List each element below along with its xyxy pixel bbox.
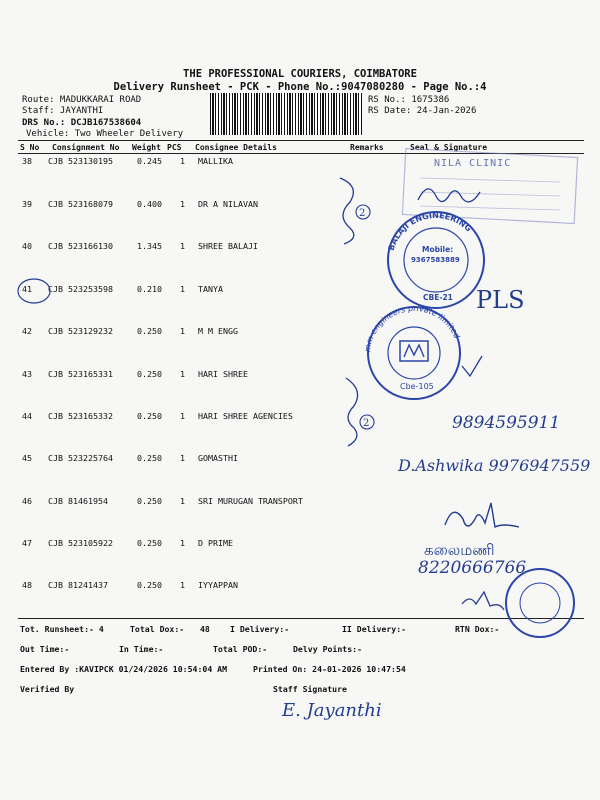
in-time: In Time:- [119,644,164,654]
runsheet-subtitle: Delivery Runsheet - PCK - Phone No.:9047080280 - Page No.:4 [113,81,487,93]
staff-signature-label: Staff Signature [273,684,347,694]
nila-clinic-stamp: NILA CLINIC [434,158,512,169]
row-weight: 0.250 [137,369,162,379]
row-sno: 47 [22,538,32,548]
row-48-stamp [462,569,574,637]
row-weight: 0.250 [137,580,162,590]
printed-on: Printed On: 24-01-2026 10:47:54 [253,664,406,674]
row-weight: 1.345 [137,241,162,251]
row-sno: 42 [22,326,32,336]
row-sno: 41 [22,284,32,294]
row-consignment-no: CJB 523105922 [48,538,113,548]
svg-text:2: 2 [363,418,370,429]
row-consignee: GOMASTHI [198,453,238,463]
row-sno: 39 [22,199,32,209]
route: Route: MADUKKARAI ROAD [22,95,142,105]
row-weight: 0.250 [137,496,162,506]
total-dox-value: 48 [200,624,210,634]
svg-text:2: 2 [359,208,366,219]
row-sno: 46 [22,496,32,506]
row-pcs: 1 [180,411,185,421]
out-time: Out Time:- [20,644,70,654]
svg-text:9367583889: 9367583889 [411,256,460,264]
col-remarks: Remarks [350,143,384,152]
row-weight: 0.250 [137,326,162,336]
staff-handwritten-signature: E. Jayanthi [282,700,382,721]
row-sno: 45 [22,453,32,463]
svg-text:mm engineers private limited: mm engineers private limited [362,303,462,353]
row-pcs: 1 [180,326,185,336]
row-38-signature [418,189,480,202]
row-weight: 0.250 [137,411,162,421]
mm-engineers-stamp [363,304,462,399]
svg-text:Cbe-105: Cbe-105 [400,382,434,391]
ii-delivery: II Delivery:- [342,624,407,634]
delvy-points: Delvy Points:- [293,644,363,654]
svg-text:CBE-21: CBE-21 [423,293,453,302]
row-pcs: 1 [180,369,185,379]
row-pcs: 1 [180,453,185,463]
bracket-mark-rows-38-39 [340,178,354,244]
row-consignment-no: CJB 523130195 [48,156,113,166]
row-sno: 48 [22,580,32,590]
rs-number: RS No.: 1675386 [368,95,450,105]
row-consignee: D PRIME [198,538,233,548]
row-pcs: 1 [180,199,185,209]
col-seal: Seal & Signature [410,143,488,152]
handwriting-name-phone: D.Ashwika 9976947559 [398,456,591,475]
row-consignee: M M ENGG [198,326,238,336]
handwriting-tamil-name: கலைமணி [424,541,495,559]
row-41-circle-mark [18,279,50,303]
row-consignee: HARI SHREE AGENCIES [198,411,293,421]
row-consignment-no: CJB 81461954 [48,496,108,506]
svg-text:Mobile:: Mobile: [422,245,454,254]
row-sno: 44 [22,411,32,421]
row-pcs: 1 [180,538,185,548]
rtn-dox: RTN Dox:- [455,624,500,634]
row-consignee: SRI MURUGAN TRANSPORT [198,496,303,506]
row-weight: 0.245 [137,156,162,166]
row-consignment-no: CJB 523253598 [48,284,113,294]
row-consignee: SHREE BALAJI [198,241,258,251]
staff: Staff: JAYANTHI [22,106,104,116]
row-pcs: 1 [180,156,185,166]
bracket-mark-rows-43-44 [346,378,358,446]
row-consignment-no: CJB 523166130 [48,241,113,251]
row-weight: 0.250 [137,453,162,463]
row-46-signature [445,503,519,527]
row-sno: 38 [22,156,32,166]
row-weight: 0.400 [137,199,162,209]
col-consignee: Consignee Details [195,143,277,152]
row-sno: 40 [22,241,32,251]
row-pcs: 1 [180,496,185,506]
row-weight: 0.210 [137,284,162,294]
handwriting-phone-1: 9894595911 [452,413,561,433]
svg-text:BALAJI ENGINEERING: BALAJI ENGINEERING [386,210,474,252]
row-consignment-no: CJB 523165332 [48,411,113,421]
row-consignee: MALLIKA [198,156,233,166]
handwriting-phone-2: 8220666766 [418,558,527,578]
company-title: THE PROFESSIONAL COURIERS, COIMBATORE [183,68,417,80]
total-dox-label: Total Dox:- [130,624,185,634]
row-consignment-no: CJB 523129232 [48,326,113,336]
rs-date: RS Date: 24-Jan-2026 [368,106,477,116]
row-pcs: 1 [180,580,185,590]
vehicle: Vehicle: Two Wheeler Delivery [26,129,184,139]
row-consignee: IYYAPPAN [198,580,238,590]
col-weight: Weight [132,143,161,152]
row-weight: 0.250 [137,538,162,548]
col-pcs: PCS [167,143,182,152]
row-consignee: HARI SHREE [198,369,248,379]
balaji-engineering-stamp [387,211,484,308]
row-pcs: 1 [180,284,185,294]
col-sno: S No [20,143,40,152]
row-pcs: 1 [180,241,185,251]
handwriting-pls: PLS [476,286,525,314]
row-consignment-no: CJB 523225764 [48,453,113,463]
verified-by: Verified By [20,684,75,694]
entered-by: Entered By :KAVIPCK 01/24/2026 10:54:04 AM [20,664,228,674]
row-consignment-no: CJB 523168079 [48,199,113,209]
row-sno: 43 [22,369,32,379]
i-delivery: I Delivery:- [230,624,290,634]
row-consignee: DR A NILAVAN [198,199,258,209]
tot-runsheet: Tot. Runsheet:- 4 [20,624,104,634]
drs-number: DRS No.: DCJB167538604 [22,118,142,128]
row-consignment-no: CJB 523165331 [48,369,113,379]
total-pod: Total POD:- [213,644,268,654]
row-consignment-no: CJB 81241437 [48,580,108,590]
col-consignment: Consignment No [52,143,120,152]
row-consignee: TANYA [198,284,223,294]
